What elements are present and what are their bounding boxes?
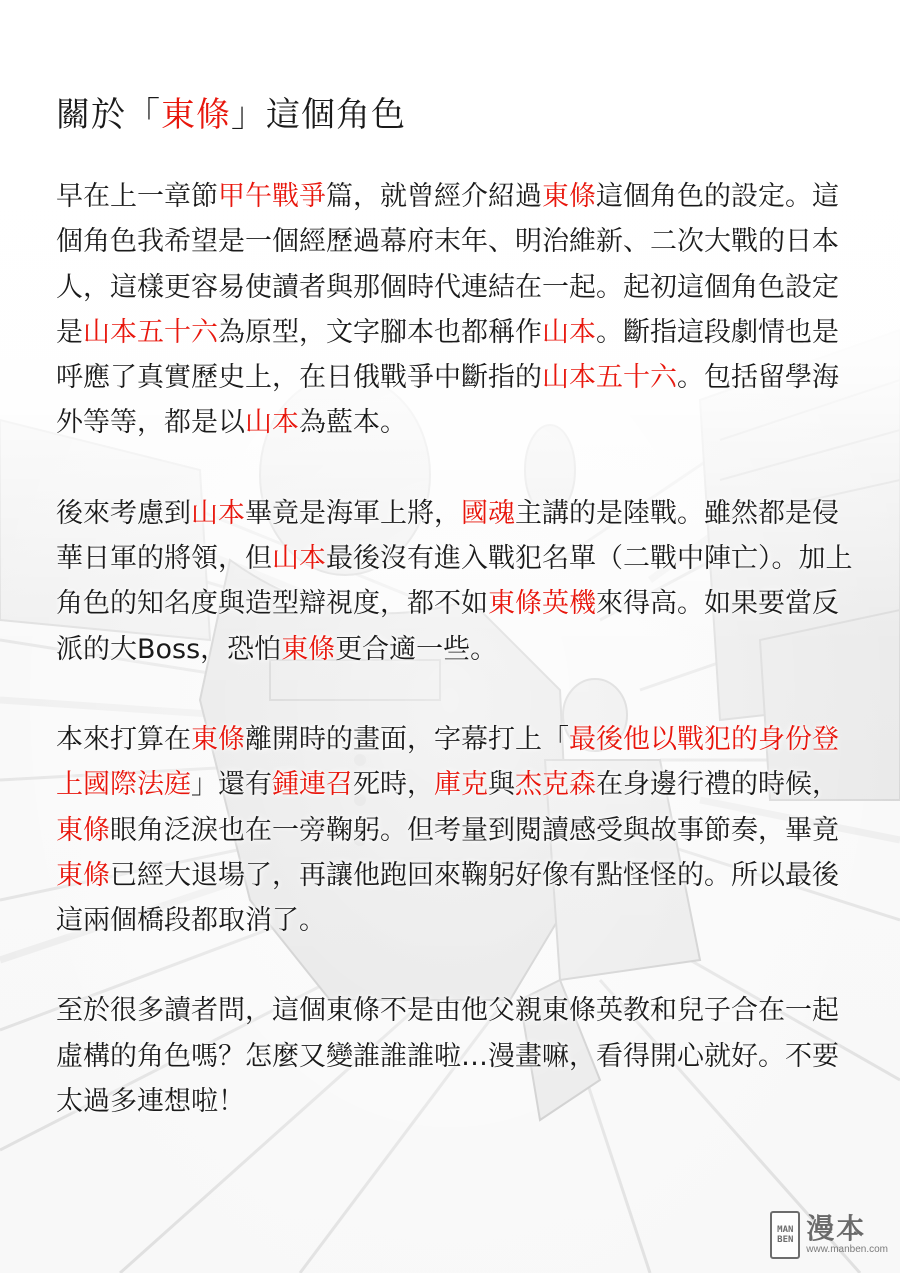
logo-badge-line: BEN [777, 1235, 794, 1245]
article-body [56, 174, 856, 1124]
highlighted-term: 東條 [281, 633, 336, 665]
highlighted-term: 東條 [56, 859, 110, 891]
highlighted-term: 山本五十六 [83, 316, 218, 348]
site-name: 漫本 [806, 1212, 867, 1245]
page-title: 關於「東條」這個角色 [56, 95, 406, 135]
paragraph-3: 本來打算在東條離開時的畫面，字幕打上「最後他以戰犯的身份登上國際法庭」還有鍾連召死時，庫克與杰克森在身邊行禮的時候，東條眼角泛淚也在一旁鞠躬。但考量到閱讀感受與故事節奏，畢竟東條已經大退場了，再讓他跑回來鞠躬好像有點怪怪的。所以最後這兩個橋段都取消了。 [56, 723, 839, 937]
logo-text [806, 1214, 888, 1256]
logo-badge-line: MAN [777, 1225, 794, 1235]
highlighted-term: 東條 [56, 814, 110, 846]
paragraph-4: 至於很多讀者問，這個東條不是由他父親東條英教和兒子合在一起虛構的角色嗎？怎麼又變誰誰誰啦…漫畫嘛，看得開心就好。不要太過多連想啦！ [56, 995, 839, 1118]
highlighted-term: 山本 [245, 407, 299, 439]
highlighted-term: 山本五十六 [542, 362, 677, 394]
highlighted-term: 山本 [542, 316, 596, 348]
highlighted-term: 東條 [542, 181, 596, 212]
highlighted-term: 東條英機 [488, 588, 596, 620]
paragraph-2: 後來考慮到山本畢竟是海軍上將，國魂主講的是陸戰。雖然都是侵華日軍的將領，但山本最後沒有進入戰犯名單（二戰中陣亡）。加上角色的知名度與造型辯視度，都不如東條英機來得高。如果要當反派的大Boss，恐怕東條更合適一些。 [56, 497, 853, 665]
article [56, 90, 856, 1169]
highlighted-term: 國魂 [461, 497, 515, 529]
highlighted-term: 庫克 [434, 769, 488, 801]
logo-badge [770, 1211, 800, 1259]
highlighted-term: 山本 [272, 543, 326, 575]
highlighted-term: 杰克森 [515, 769, 596, 801]
site-url: www.manben.com [806, 1244, 888, 1255]
highlighted-term: 山本 [191, 497, 245, 529]
site-watermark [770, 1211, 888, 1259]
highlighted-term: 最後他以戰犯的身份登上國際法庭 [56, 723, 839, 801]
paragraph-1: 早在上一章節甲午戰爭篇，就曾經介紹過東條這個角色的設定。這個角色我希望是一個經歷過幕府末年、明治維新、二次大戰的日本人，這樣更容易使讀者與那個時代連結在一起。起初這個角色設定是山本五十六為原型，文字腳本也都稱作山本。斷指這段劇情也是呼應了真實歷史上，在日俄戰爭中斷指的山本五十六。包括留學海外等等，都是以山本為藍本。 [56, 181, 839, 439]
highlighted-term: 鍾連召 [272, 769, 353, 801]
highlighted-term: 甲午戰爭 [218, 181, 326, 212]
highlighted-term: 東條 [191, 723, 245, 755]
highlighted-term: 東條 [161, 95, 231, 135]
